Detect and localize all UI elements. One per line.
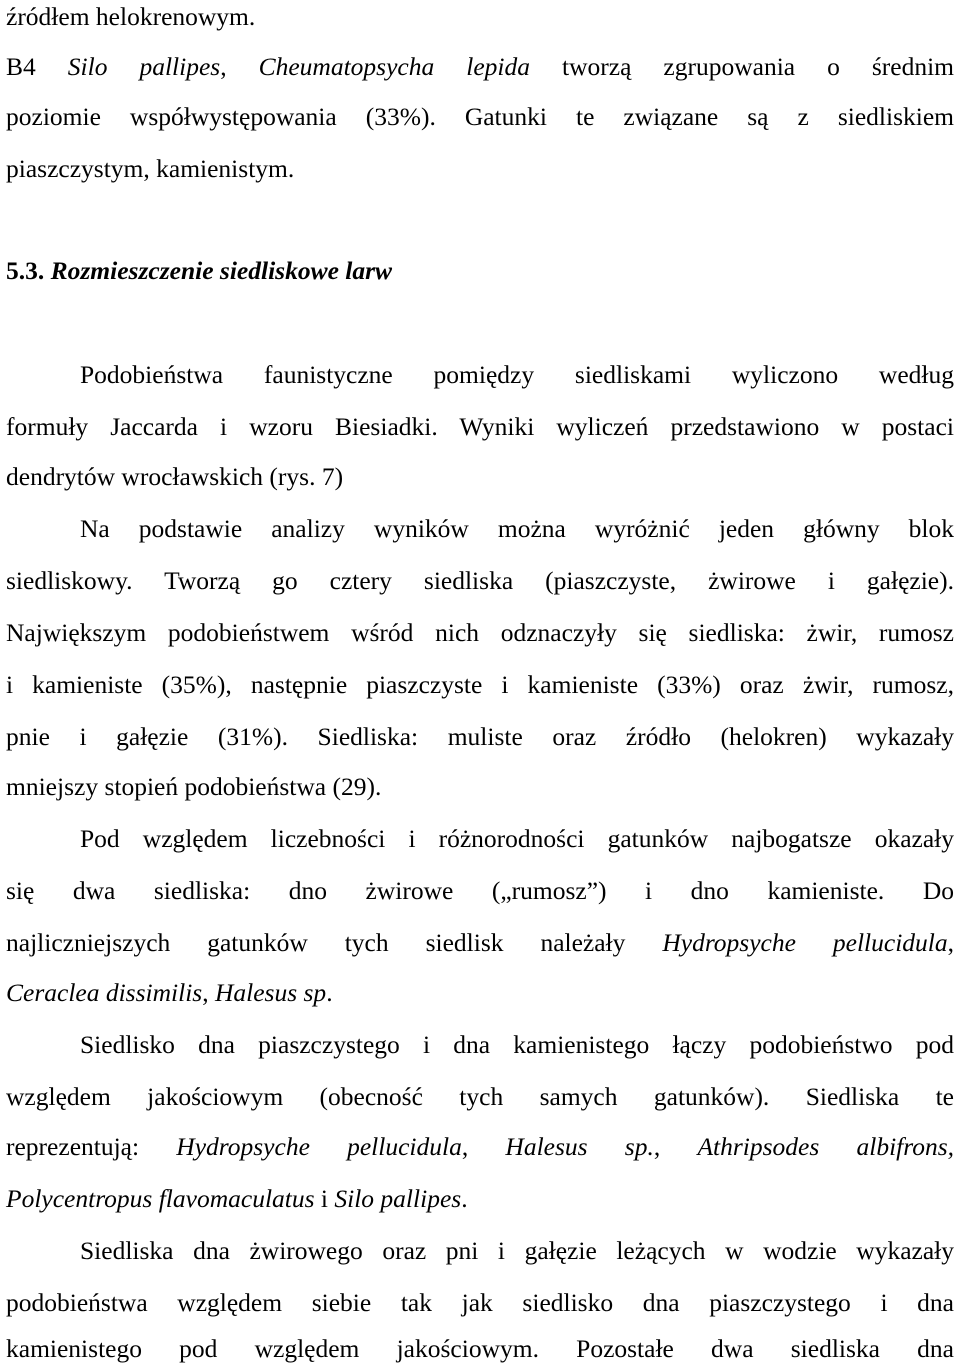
line-text: Podobieństwa faunistyczne pomiędzy siedliskami wyliczono według <box>80 360 954 389</box>
species-name: Halesus sp <box>214 978 327 1007</box>
text-line <box>80 822 954 856</box>
separator: , <box>947 928 954 957</box>
text-line <box>6 1182 954 1216</box>
line-text: siedliskowy. Tworzą go cztery siedliska (piaszczyste, żwirowe i gałęzie). <box>6 566 954 595</box>
line-text: reprezentują: <box>6 1132 177 1161</box>
section-number: 5.3. <box>6 256 45 285</box>
line-text: piaszczystym, kamienistym. <box>6 154 295 183</box>
text-line <box>6 1130 954 1164</box>
species-name: Ceraclea dissimilis <box>6 978 203 1007</box>
separator: , <box>220 52 227 81</box>
section-title: Rozmieszczenie siedliskowe larw <box>50 256 393 285</box>
line-text: i kamieniste (35%), następnie piaszczyste i kamieniste (33%) oraz żwir, rumosz, <box>6 670 954 699</box>
text-line <box>6 770 954 804</box>
species-name: Hydropsyche pellucidula <box>176 1132 462 1161</box>
text-line-b4 <box>6 50 954 84</box>
separator: , <box>653 1132 698 1161</box>
text-line <box>6 874 954 908</box>
text-line <box>6 1080 954 1114</box>
text-line <box>6 460 954 494</box>
species-name: Hydropsyche pellucidula <box>662 928 948 957</box>
line-text: Siedlisko dna piaszczystego i dna kamienistego łączy podobieństwo pod <box>80 1030 954 1059</box>
line-text: Pod względem liczebności i różnorodności gatunków najbogatsze okazały <box>80 824 954 853</box>
separator: . <box>326 978 333 1007</box>
text-line <box>6 564 954 598</box>
text-line <box>80 512 954 546</box>
text-line <box>80 1028 954 1062</box>
line-text: względem jakościowym (obecność tych samych gatunków). Siedliska te <box>6 1082 954 1111</box>
line-text: najliczniejszych gatunków tych siedlisk należały <box>6 928 663 957</box>
text-line <box>6 720 954 754</box>
species-name: Halesus sp. <box>505 1132 654 1161</box>
line-text: Największym podobieństwem wśród nich odznaczyły się siedliska: żwir, rumosz <box>6 618 954 647</box>
line-text: kamienistego pod względem jakościowym. Pozostałe dwa siedliska dna <box>6 1334 954 1363</box>
line-text: tworzą zgrupowania o średnim <box>562 52 955 81</box>
text-line <box>6 616 954 650</box>
line-text: mniejszy stopień podobieństwa (29). <box>6 772 382 801</box>
b4-label: B4 <box>6 52 36 81</box>
text-line <box>6 668 954 702</box>
separator: , <box>202 978 215 1007</box>
line-text: pnie i gałęzie (31%). Siedliska: muliste oraz źródło (helokren) wykazały <box>6 722 954 751</box>
separator: , <box>461 1132 506 1161</box>
line-text: formuły Jaccarda i wzoru Biesiadki. Wyniki wyliczeń przedstawiono w postaci <box>6 412 954 441</box>
line-text: Siedliska dna żwirowego oraz pni i gałęzie leżących w wodzie wykazały <box>80 1236 954 1265</box>
line-text: źródłem helokrenowym. <box>6 2 256 31</box>
species-name: Silo pallipes <box>67 52 221 81</box>
text-line <box>80 358 954 392</box>
text-line <box>80 1234 954 1268</box>
species-name: Athripsodes albifrons, <box>697 1132 955 1161</box>
text-line <box>6 410 954 444</box>
line-text: Na podstawie analizy wyników można wyróżnić jeden główny blok <box>80 514 954 543</box>
text-line <box>6 926 954 960</box>
text-line <box>6 152 954 186</box>
line-text: podobieństwa względem siebie tak jak siedlisko dna piaszczystego i dna <box>6 1288 954 1317</box>
text-line <box>6 100 954 134</box>
text-line <box>6 0 954 34</box>
separator: i <box>314 1184 335 1213</box>
species-name: Silo pallipes <box>334 1184 462 1213</box>
text-line <box>6 1332 954 1366</box>
text-line <box>6 1286 954 1320</box>
line-text: dendrytów wrocławskich (rys. 7) <box>6 462 344 491</box>
line-text: się dwa siedliska: dno żwirowe („rumosz”) i dno kamieniste. Do <box>6 876 954 905</box>
line-text: poziomie współwystępowania (33%). Gatunki te związane są z siedliskiem <box>6 102 954 131</box>
species-name: Polycentropus flavomaculatus <box>6 1184 315 1213</box>
text-line <box>6 976 954 1010</box>
species-name: Cheumatopsycha lepida <box>258 52 530 81</box>
separator: . <box>461 1184 468 1213</box>
section-heading <box>6 254 392 288</box>
